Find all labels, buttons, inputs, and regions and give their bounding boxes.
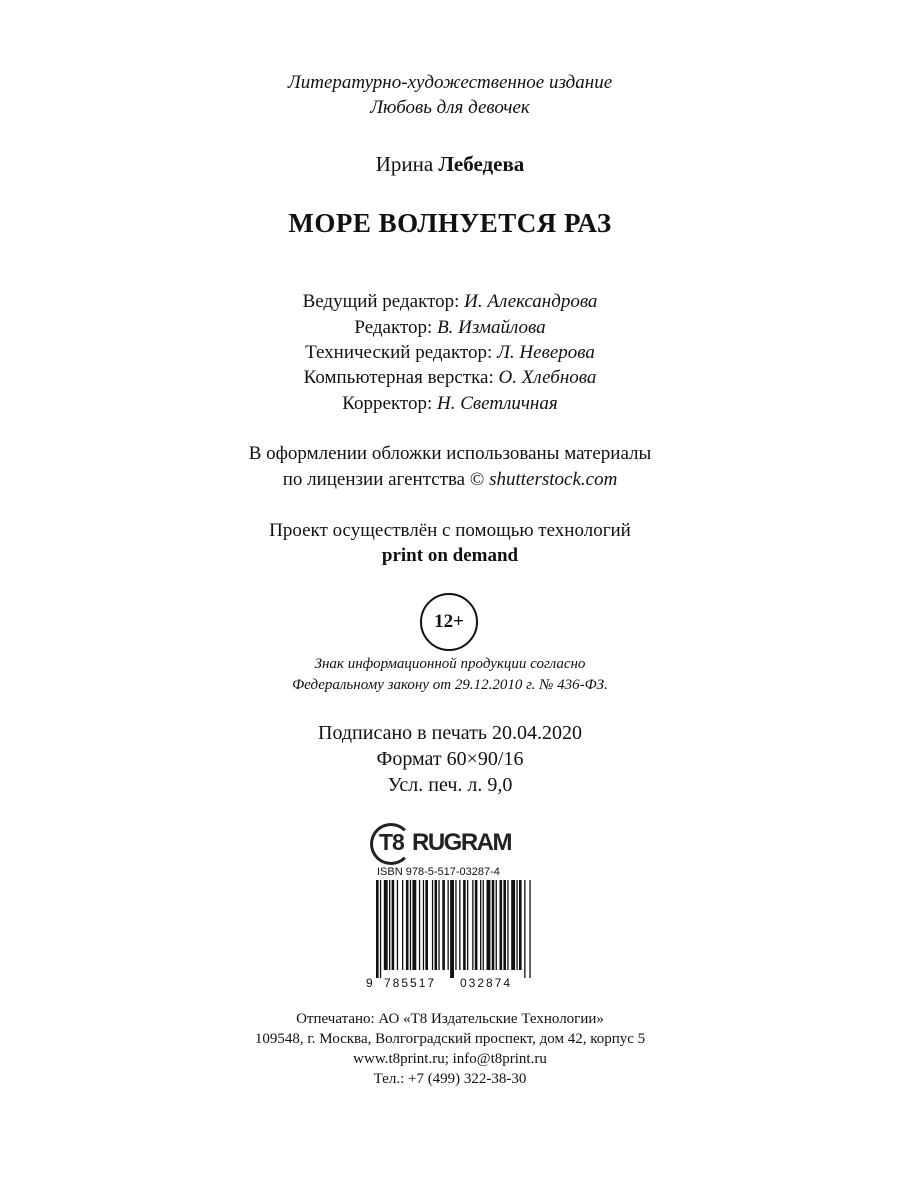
- author-last-name: Лебедева: [438, 152, 525, 176]
- credit-role: Ведущий редактор:: [302, 291, 460, 312]
- barcode-bar: [410, 880, 411, 970]
- barcode-bar: [467, 880, 468, 970]
- barcode-digits-right: 032874: [460, 976, 513, 990]
- barcode-bar: [519, 880, 522, 970]
- barcode-bar: [406, 880, 409, 970]
- barcode-bar: [450, 880, 454, 978]
- book-title: МОРЕ ВОЛНУЕТСЯ РАЗ: [288, 208, 612, 238]
- barcode-bar: [475, 880, 478, 970]
- cover-note-line-2: [0, 469, 900, 491]
- barcode-bar: [412, 880, 416, 970]
- barcode-bar: [459, 880, 460, 970]
- barcode-bar: [507, 880, 508, 970]
- print-sheets: Усл. печ. л. 9,0: [387, 774, 513, 796]
- credit-line: [0, 367, 900, 389]
- barcode-bar: [487, 880, 491, 970]
- credit-role: Компьютерная верстка:: [303, 367, 494, 388]
- project-line-1: Проект осуществлён с помощью технологий: [269, 520, 631, 541]
- signed-to-print: Подписано в печать 20.04.2020: [318, 722, 582, 744]
- barcode-bar: [472, 880, 473, 970]
- cover-note-prefix: по лицензии агентства ©: [282, 469, 485, 490]
- series-line-2: Любовь для девочек: [370, 97, 530, 118]
- credit-name: Н. Светличная: [437, 393, 558, 414]
- barcode-bar: [438, 880, 439, 970]
- credit-line: [0, 342, 900, 364]
- printer-line-3: www.t8print.ru; info@t8print.ru: [353, 1051, 547, 1067]
- barcode-bar: [455, 880, 456, 970]
- project-line-2: print on demand: [381, 545, 519, 566]
- barcode-bar: [380, 880, 381, 978]
- age-rating-badge: 12+: [420, 593, 478, 651]
- credit-role: Редактор:: [354, 317, 433, 338]
- credit-line: [0, 393, 900, 415]
- logo-mark: T8: [379, 829, 404, 855]
- barcode-bar: [529, 880, 530, 978]
- barcode-bar: [511, 880, 515, 970]
- barcode-bar: [442, 880, 445, 970]
- credit-name: Л. Неверова: [497, 342, 595, 363]
- barcode-bar: [516, 880, 517, 970]
- logo-word: RUGRAM: [412, 829, 511, 856]
- credit-name: И. Александрова: [464, 291, 598, 312]
- barcode-bar: [384, 880, 388, 970]
- barcode-bar: [503, 880, 506, 970]
- barcode-bar: [432, 880, 433, 970]
- print-format: Формат 60×90/16: [376, 748, 524, 770]
- barcode-bar: [496, 880, 497, 970]
- credit-line: [0, 291, 900, 313]
- cover-note-line-1: В оформлении обложки использованы материалы: [248, 443, 652, 464]
- isbn-barcode: [364, 880, 534, 978]
- barcode-bar: [402, 880, 403, 970]
- barcode-bar: [425, 880, 428, 970]
- age-note-line-2: Федеральному закону от 29.12.2010 г. № 436-ФЗ.: [292, 677, 608, 693]
- author-first-name: Ирина: [375, 152, 434, 176]
- credit-line: [0, 317, 900, 339]
- barcode-bar: [376, 880, 379, 978]
- series-line-1: Литературно-художественное издание: [287, 72, 613, 93]
- author-name: [0, 152, 900, 177]
- barcode-bar: [423, 880, 424, 970]
- barcode-bar: [435, 880, 438, 970]
- barcode-bar: [524, 880, 525, 978]
- barcode-bar: [419, 880, 420, 970]
- barcode-digits-left: 785517: [384, 976, 437, 990]
- rugram-logo: [370, 823, 530, 863]
- printer-line-1: Отпечатано: АО «Т8 Издательские Технологии»: [296, 1011, 604, 1027]
- barcode-bar: [492, 880, 495, 970]
- barcode-bar: [463, 880, 466, 970]
- credit-role: Технический редактор:: [305, 342, 493, 363]
- barcode-bar: [397, 880, 398, 970]
- barcode-bars: [376, 880, 531, 978]
- cover-note-source: shutterstock.com: [489, 469, 618, 490]
- barcode-bar: [480, 880, 481, 970]
- isbn-label: ISBN 978-5-517-03287-4: [377, 866, 500, 878]
- barcode-bar: [392, 880, 395, 970]
- printer-line-2: 109548, г. Москва, Волгоградский проспект, дом 42, корпус 5: [254, 1031, 646, 1047]
- barcode-digit-first: 9: [366, 976, 373, 990]
- barcode-bar: [500, 880, 503, 970]
- barcode-bar: [389, 880, 390, 970]
- barcode-bar: [448, 880, 449, 970]
- credit-name: О. Хлебнова: [498, 367, 597, 388]
- printer-line-4: Тел.: +7 (499) 322-38-30: [373, 1071, 527, 1087]
- credit-name: В. Измайлова: [437, 317, 546, 338]
- credit-role: Корректор:: [342, 393, 433, 414]
- age-note-line-1: Знак информационной продукции согласно: [314, 656, 586, 672]
- barcode-bar: [483, 880, 484, 970]
